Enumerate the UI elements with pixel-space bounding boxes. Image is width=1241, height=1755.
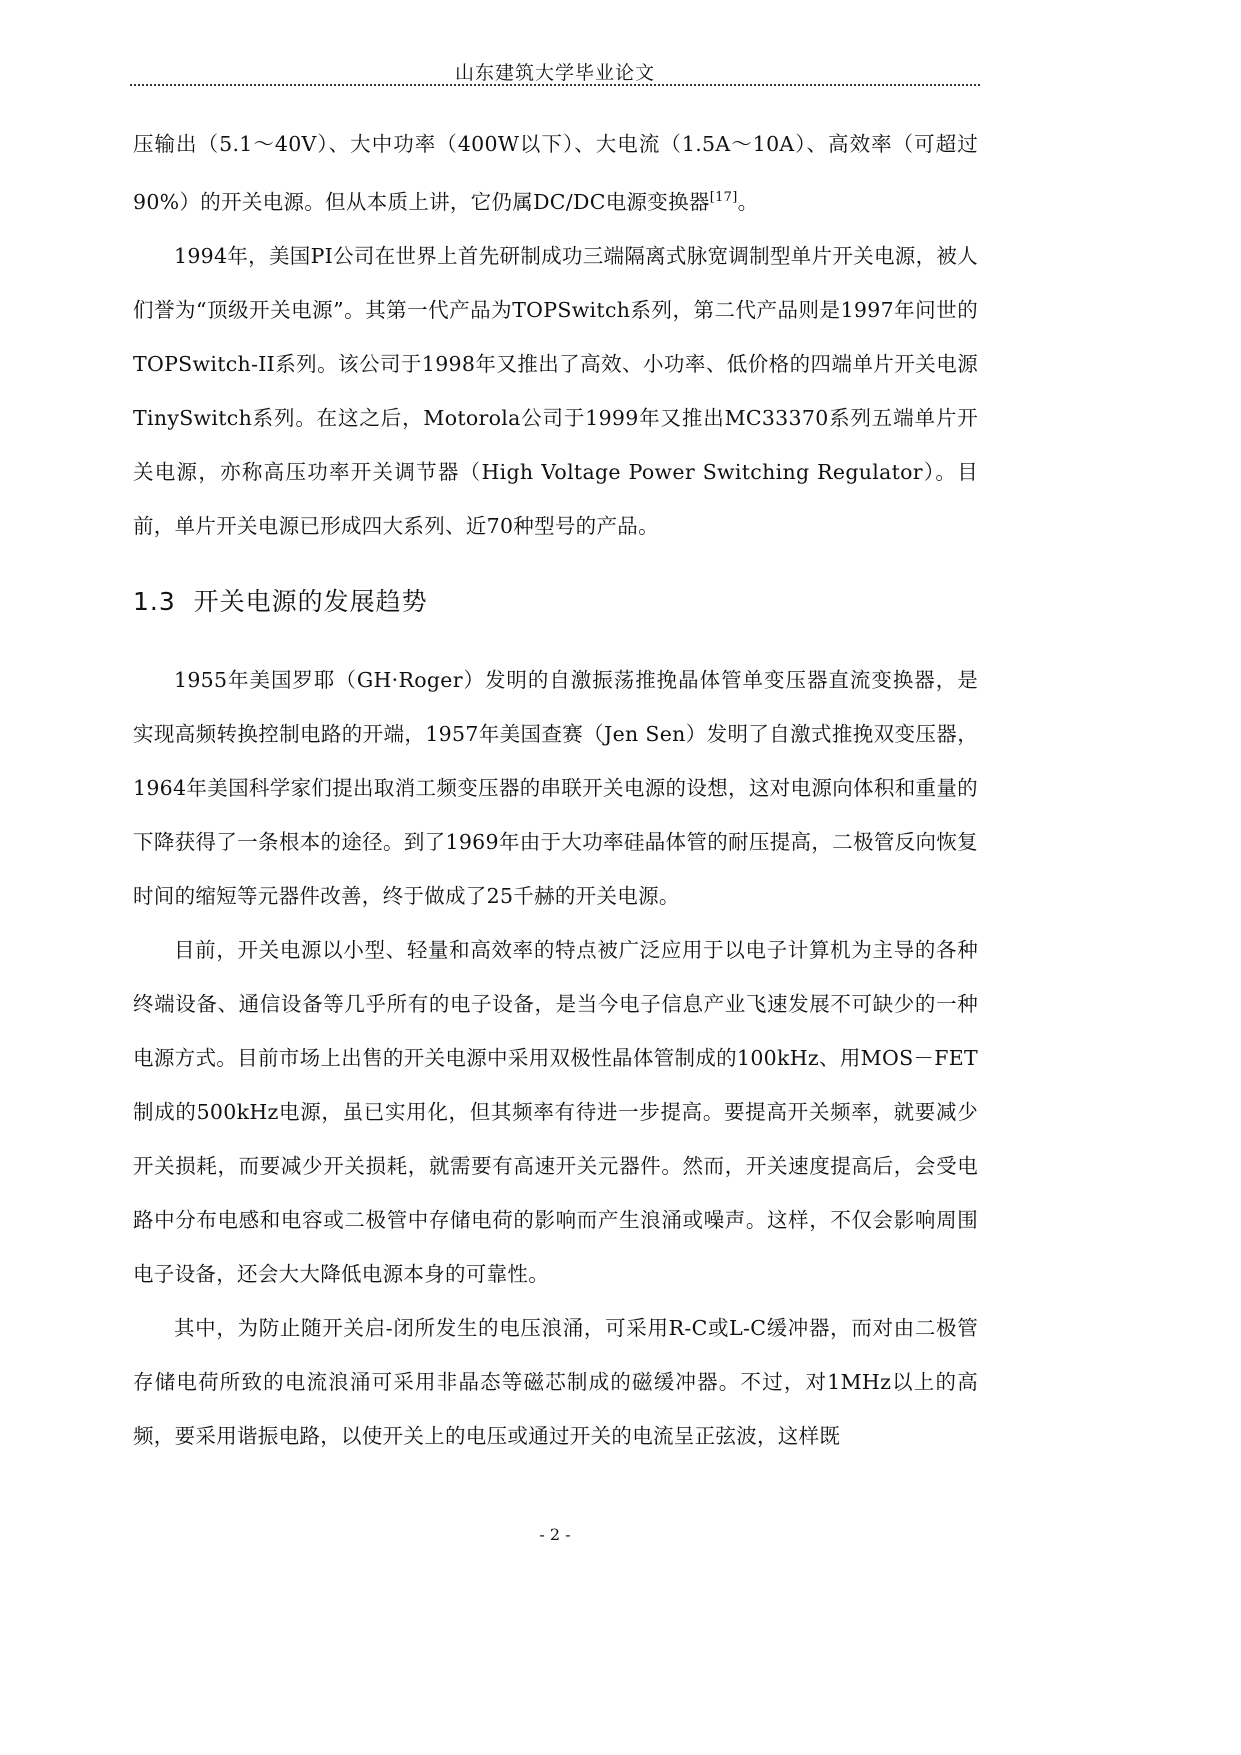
paragraph: 1955年美国罗耶（GH·Roger）发明的自激振荡推挽晶体管单变压器直流变换器，是实现高频转换控制电路的开端，1957年美国查赛（Jen Sen）发明了自激式推挽双变压器，1964年美国科学家们提出取消工频变压器的串联开关电源的设想，这对电源向体积和重量的下降获得了一条根本的途径。到了1969年由于大功率硅晶体管的耐压提高，二极管反向恢复时间的缩短等元器件改善，终于做成了25千赫的开关电源。 — [133, 667, 978, 908]
paragraph-tail: 。 — [737, 189, 759, 214]
page-number: - 2 - — [539, 1525, 571, 1544]
section-title: 开关电源的发展趋势 — [193, 586, 428, 616]
section-heading — [133, 587, 978, 617]
page-header — [0, 58, 1110, 85]
paragraph: 1994年，美国PI公司在世界上首先研制成功三端隔离式脉宽调制型单片开关电源，被人们誉为“顶级开关电源”。其第一代产品为TOPSwitch系列，第二代产品则是1997年问世的TOPSwitch-II系列。该公司于1998年又推出了高效、小功率、低价格的四端单片开关电源TinySwitch系列。在这之后，Motorola公司于1999年又推出MC33370系列五端单片开关电源，亦称高压功率开关调节器（High Voltage Power Switching Regulator）。目前，单片开关电源已形成四大系列、近70种型号的产品。 — [133, 243, 978, 538]
section-number: 1.3 — [133, 586, 176, 616]
citation-superscript: [17] — [709, 190, 738, 205]
paragraph: 其中，为防止随开关启-闭所发生的电压浪涌，可采用R-C或L-C缓冲器，而对由二极管存储电荷所致的电流浪涌可采用非晶态等磁芯制成的磁缓冲器。不过，对1MHz以上的高频，要采用谐振电路，以使开关上的电压或通过开关的电流呈正弦波，这样既 — [133, 1315, 978, 1448]
header-title: 山东建筑大学毕业论文 — [454, 62, 655, 84]
header-divider — [130, 84, 980, 86]
paragraph-text: 压输出（5.1～40V）、大中功率（400W以下）、大电流（1.5A～10A）、高效率（可超过90%）的开关电源。但从本质上讲，它仍属DC/DC电源变换器 — [133, 132, 978, 214]
paragraph-continued — [133, 117, 978, 229]
document-body — [133, 117, 978, 1463]
paragraph: 目前，开关电源以小型、轻量和高效率的特点被广泛应用于以电子计算机为主导的各种终端设备、通信设备等几乎所有的电子设备，是当今电子信息产业飞速发展不可缺少的一种电源方式。目前市场上出售的开关电源中采用双极性晶体管制成的100kHz、用MOS－FET制成的500kHz电源，虽已实用化，但其频率有待进一步提高。要提高开关频率，就要减少开关损耗，而要减少开关损耗，就需要有高速开关元器件。然而，开关速度提高后，会受电路中分布电感和电容或二极管中存储电荷的影响而产生浪涌或噪声。这样，不仅会影响周围电子设备，还会大大降低电源本身的可靠性。 — [133, 937, 978, 1286]
